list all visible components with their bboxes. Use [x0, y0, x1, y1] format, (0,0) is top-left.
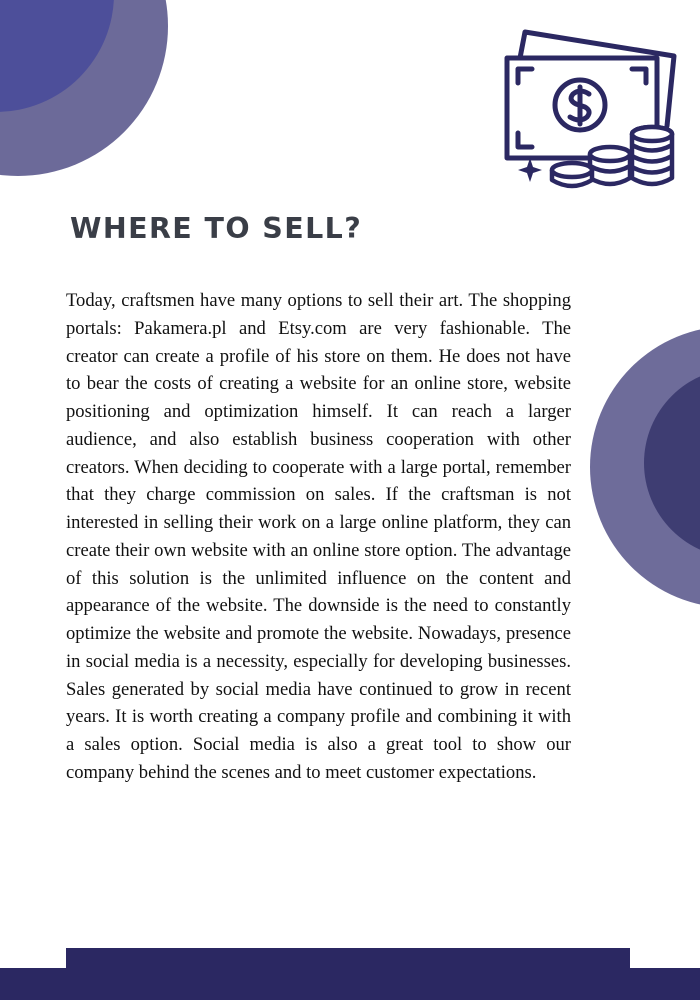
footer-bar-step	[66, 948, 630, 970]
money-bill-coins-icon	[500, 26, 680, 196]
sparkle-icon	[518, 158, 542, 182]
page-title: WHERE TO SELL?	[70, 212, 363, 245]
footer-bar	[0, 968, 700, 1000]
body-paragraph: Today, craftsmen have many options to sell their art. The shopping portals: Pakamera.pl and Etsy.com are very fashionable. The creator can create a profile of his store on them. He does not have to bear the costs of creating a website for an online store, website positioning and optimization himself. It can reach a larger audience, and also establish business cooperation with other creators. When deciding to cooperate with a large portal, remember that they charge commission on sales. If the craftsman is not interested in selling their work on a large online platform, they can create their own website with an online store option. The advantage of this solution is the unlimited influence on the content and appearance of the website. The downside is the need to constantly optimize the website and promote the website. Nowadays, presence in social media is a necessity, especially for developing businesses. Sales generated by social media have continued to grow in recent years. It is worth creating a company profile and combining it with a sales option. Social media is also a great tool to show our company behind the scenes and to meet customer expectations.	[66, 290, 571, 783]
